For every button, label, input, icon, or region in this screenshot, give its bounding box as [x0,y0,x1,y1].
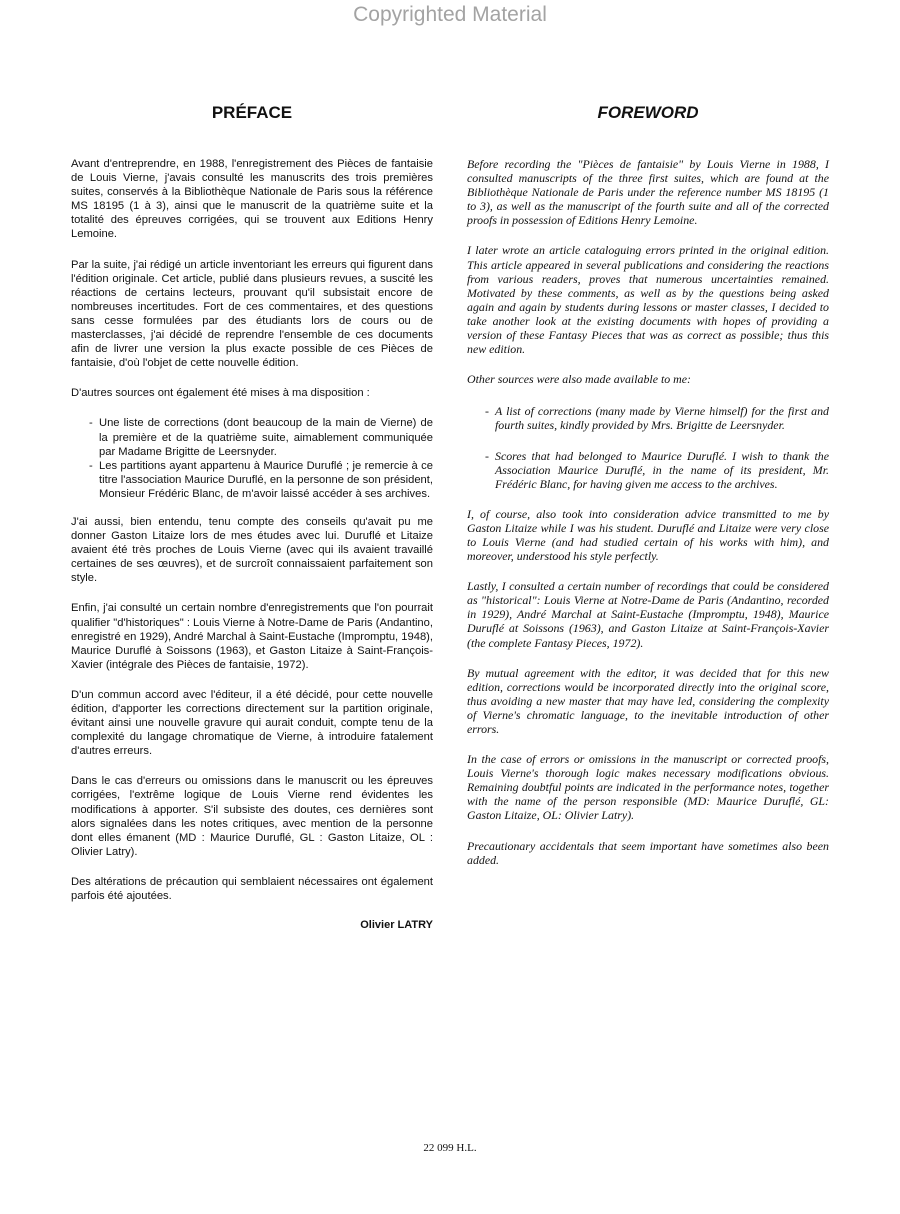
signature: Olivier LATRY [360,919,433,932]
french-paragraph-1: Avant d'entreprendre, en 1988, l'enregistrement des Pièces de fantaisie de Louis Vierne, j'avais consulté les manuscrits des trois premières suites, conservés à la Bibliothèque Nationale de Paris sous la référence MS 18195 (1 à 3), ainsi que le manuscrit de la quatrième suite et la totalité des épreuves corrigées, qui se trouvent aux Editions Henry Lemoine. [71,158,433,241]
english-paragraph-5: Lastly, I consulted a certain number of recordings that could be considered as "historical": Louis Vierne at Notre-Dame de Paris (Andantino, recorded in 1929), André Marchal at Saint-Eustache (Impromptu, 1948), Maurice Duruflé at Soissons (1963), and Gaston Litaize at Saint-François-Xavier (the complete Fantasy Pieces, 1972). [467,579,829,650]
french-paragraph-5: Enfin, j'ai consulté un certain nombre d'enregistrements que l'on pourrait qualifier "d'historiques" : Louis Vierne à Notre-Dame de Paris (Andantino, enregistré en 1929), André Marchal à Saint-Eustache (Impromptu, 1948), Maurice Duruflé à Soissons (1963), et Gaston Litaize à Saint-François-Xavier (intégrale des Pièces de fantaisie, 1972). [71,602,433,671]
french-paragraph-6: D'un commun accord avec l'éditeur, il a été décidé, pour cette nouvelle édition, d'apporter les corrections directement sur la partition originale, évitant ainsi une nouvelle gravure qui aurait conduit, compte tenu de la complexité du langage chromatique de Vierne, à introduire fatalement d'autres erreurs. [71,688,433,758]
english-list-item: - Scores that had belonged to Maurice Duruflé. I wish to thank the Association Maurice Duruflé, in the name of its president, Mr. Frédéric Blanc, for having given me access to the archives. [495,449,829,491]
page-footer-reference: 22 099 H.L. [423,1142,477,1154]
copyright-watermark: Copyrighted Material [353,3,547,26]
french-paragraph-7: Dans le cas d'erreurs ou omissions dans le manuscrit ou les épreuves corrigées, l'extrême logique de Louis Vierne rend évidentes les modifications à apporter. S'il subsiste des doutes, ces dernières sont alors signalées dans les notes critiques, avec mention de la personne dont elles émanent (MD : Maurice Duruflé, GL : Gaston Litaize, OL : Olivier Latry). [71,775,433,858]
french-paragraph-2: Par la suite, j'ai rédigé un article inventoriant les erreurs qui figurent dans l'édition originale. Cet article, publié dans plusieurs revues, a suscité les réactions de certains lecteurs, prouvant qu'il subsistait encore de nombreuses incertitudes. Fort de ces commentaires, et des questions sans cesse formulées par des étudiants lors de cours ou de masterclasses, j'ai décidé de reprendre l'ensemble de ces documents afin de livrer une version la plus exacte possible de ces Pièces de fantaisie, d'où l'objet de cette nouvelle édition. [71,258,433,370]
french-column [71,103,433,931]
english-paragraph-3: Other sources were also made available to me: [467,372,692,387]
english-column [467,103,829,883]
french-paragraph-4: J'ai aussi, bien entendu, tenu compte des conseils qu'avait pu me donner Gaston Litaize lors de mes études avec lui. Duruflé et Litaize avaient été très proches de Louis Vierne (avec qui ils avaient travaillé certaines de ses œuvres), et de surcroît connaissaient parfaitement son style. [71,515,433,585]
french-source-list [71,416,433,501]
english-heading: FOREWORD [597,103,699,122]
english-paragraph-8: Precautionary accidentals that seem important have sometimes also been added. [467,838,829,867]
english-source-list [467,404,829,490]
french-list-item: - Une liste de corrections (dont beaucoup de la main de Vierne) de la première et de la quatrième suite, aimablement communiquée par Madame Brigitte de Leersnyder. [99,416,433,458]
english-paragraph-1: Before recording the "Pièces de fantaisie" by Louis Vierne in 1988, I consulted manuscripts of the three first suites, which are found at the Bibliothèque Nationale de Paris under the reference number MS 18195 (1 to 3), as well as the manuscript of the fourth suite and all of the corrected proofs in possession of Editions Henry Lemoine. [467,157,829,228]
english-list-item: - A list of corrections (many made by Vierne himself) for the first and fourth suites, kindly provided by Mrs. Brigitte de Leersnyder. [495,404,829,432]
french-heading: PRÉFACE [211,103,293,122]
english-paragraph-2: I later wrote an article cataloguing errors printed in the original edition. This article appeared in several publications and considering the reactions from various readers, proves that numerous uncertainties remained. Motivated by these comments, as well as by the questions being asked again and again by students during lessons or master classes, I decided to take another look at the existing documents with hopes of providing a version of these Fantasy Pieces that was as correct as possible; thus this new edition. [467,243,829,357]
french-paragraph-8: Des altérations de précaution qui semblaient nécessaires ont également parfois été ajoutées. [71,875,433,903]
english-paragraph-4: I, of course, also took into consideration advice transmitted to me by Gaston Litaize while I was his student. Duruflé and Litaize were very close to Louis Vierne (and had studied certain of his works with him), and moreover, understood his style perfectly. [467,506,829,564]
french-list-item: - Les partitions ayant appartenu à Maurice Duruflé ; je remercie à ce titre l'association Maurice Duruflé, en la personne de son président, Monsieur Frédéric Blanc, de m'avoir laissé accéder à ses archives. [99,459,433,501]
french-paragraph-3: D'autres sources ont également été mises à ma disposition : [71,387,370,400]
english-paragraph-7: In the case of errors or omissions in the manuscript or corrected proofs, Louis Vierne's thorough logic makes necessary modifications obvious. Remaining doubtful points are indicated in the performance notes, together with the name of the person responsible (MD: Maurice Duruflé, GL: Gaston Litaize, OL: Olivier Latry). [467,752,829,823]
english-paragraph-6: By mutual agreement with the editor, it was decided that for this new edition, corrections would be incorporated directly into the original score, thus avoiding a new master that may have led, considering the complexity of Vierne's chromatic language, to the inevitable introduction of other errors. [467,665,829,736]
